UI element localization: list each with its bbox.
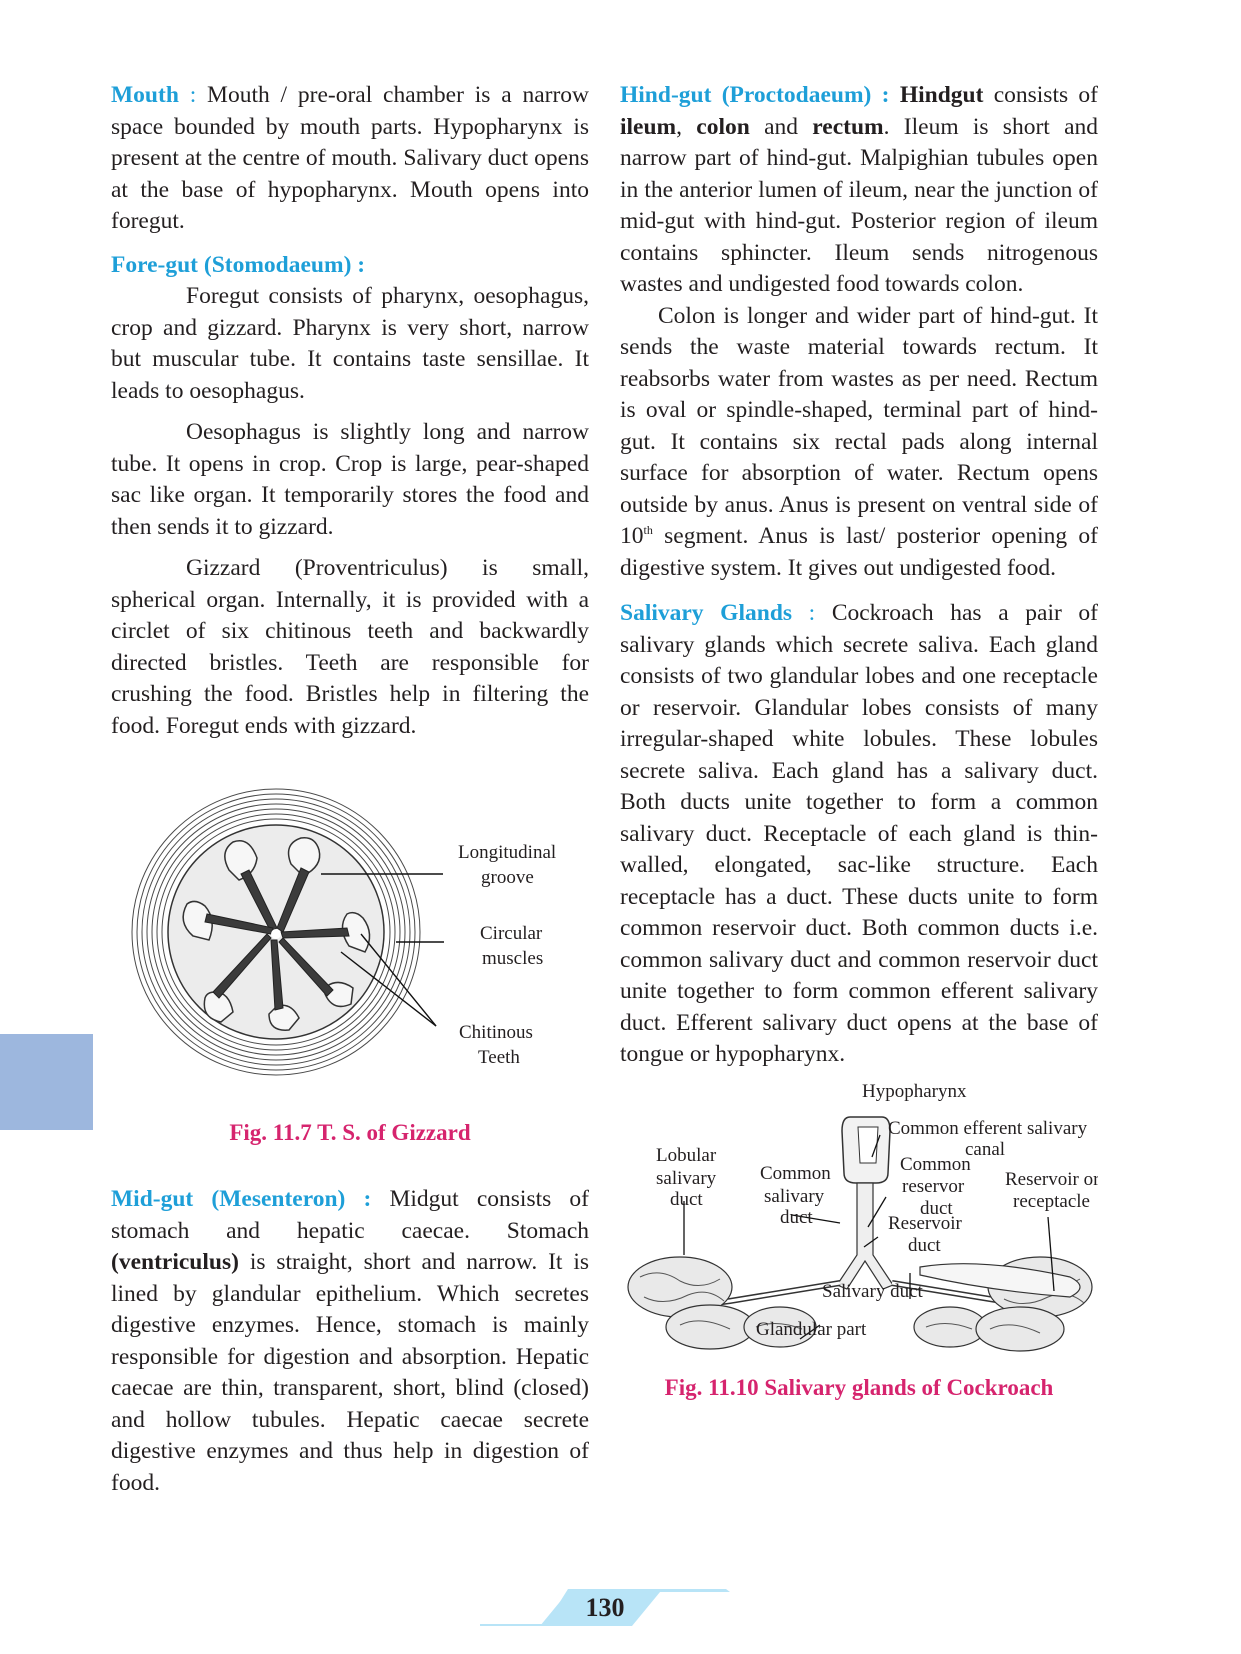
- label-circular-muscles-1: Circular: [480, 923, 543, 944]
- hindgut-bold-4: rectum: [812, 113, 884, 140]
- label-lobular-3: duct: [670, 1188, 703, 1210]
- hindgut-bold-3: colon: [696, 113, 750, 140]
- salivary-text: Cockroach has a pair of salivary glands which secrete saliva. Each gland consists of two glandular lobes and one receptacle or reservoir. Glandular lobes consists of many irregular-shaped white lobules. These lobules secrete saliva. Each gland has a salivary duct. Both ducts unite together to form a common salivary duct. Receptacle of each gland is thin-walled, elongated, sac-like structure. Each receptacle has a duct. These ducts unite to form common reservoir duct. Both common ducts i.e. common salivary duct and common reservoir duct unite together to form common efferent salivary duct. Efferent salivary duct opens at the base of tongue or hypopharynx.: [620, 600, 1098, 1067]
- hindgut-bold-2: ileum: [620, 113, 677, 140]
- mouth-colon: :: [178, 82, 197, 108]
- foregut-paragraph-2: Oesophagus is slightly long and narrow tube. It opens in crop. Crop is large, pear-shaped sac like organ. It temporarily stores the food and then sends it to gizzard.: [111, 419, 589, 540]
- hindgut-text-2: ,: [676, 113, 697, 140]
- label-csd-2: salivary: [764, 1185, 825, 1207]
- gizzard-caption: Fig. 11.7 T. S. of Gizzard: [229, 1120, 471, 1145]
- label-longitudinal-groove-1: Longitudinal: [458, 842, 557, 863]
- right-column: [620, 80, 1098, 1403]
- hindgut-text-4: . Ileum is short and narrow part of hind-gut. Malpighian tubules open in the anterior lumen of ileum, near the junction of mid-gut with hind-gut. Posterior region of ileum contains sphincter. Ileum sends nitrogenous wastes and undigested food towards colon.: [620, 113, 1099, 297]
- gizzard-figure: [111, 782, 589, 1112]
- hindgut-text-3: and: [749, 113, 813, 140]
- midgut-bold: (ventriculus): [111, 1249, 239, 1275]
- page-number: 130: [585, 1593, 625, 1622]
- colon-paragraph: [620, 301, 1098, 585]
- salivary-caption: Fig. 11.10 Salivary glands of Cockroach: [664, 1374, 1054, 1400]
- label-lobular-2: salivary: [656, 1167, 717, 1189]
- label-chitinous-teeth-1: Chitinous: [459, 1022, 533, 1043]
- label-efferent-2: canal: [965, 1138, 1006, 1160]
- midgut-text-1: Midgut consists of stomach and hepatic caecae. Stomach: [111, 1186, 589, 1244]
- colon-superscript: th: [643, 523, 653, 538]
- colon-text-2: segment. Anus is last/ posterior opening of digestive system. It gives out undigested food.: [620, 523, 1098, 581]
- label-reservoir-1: Reservoir or: [1005, 1168, 1098, 1190]
- label-longitudinal-groove-2: groove: [481, 867, 534, 888]
- label-csd-1: Common: [760, 1162, 831, 1184]
- label-chitinous-teeth-2: Teeth: [478, 1047, 520, 1068]
- salivary-paragraph: [620, 598, 1098, 1071]
- label-crd-3: duct: [920, 1197, 953, 1219]
- foregut-paragraph-1: Foregut consists of pharynx, oesophagus, crop and gizzard. Pharynx is very short, narrow but muscular tube. It contains taste sensillae. It leads to oesophagus.: [111, 283, 589, 404]
- salivary-figure: [620, 1077, 1098, 1381]
- label-crd-2: reservor: [902, 1175, 965, 1197]
- label-crd-1: Common: [900, 1153, 971, 1175]
- foregut-heading: Fore-gut (Stomodaeum) :: [111, 251, 366, 278]
- hindgut-bold-1: Hindgut: [899, 82, 984, 108]
- gizzard-diagram: [111, 782, 589, 1112]
- label-resduct-2: duct: [908, 1234, 941, 1256]
- foregut-paragraph-3: Gizzard (Proventriculus) is small, spherical organ. Internally, it is provided with a circlet of six chitinous teeth and backwardly directed bristles. Teeth are responsible for crushing the food. Bristles help in filtering the food. Foregut ends with gizzard.: [111, 555, 589, 739]
- hindgut-heading: Hind-gut (Proctodaeum) :: [620, 82, 890, 108]
- mouth-paragraph: [111, 80, 589, 238]
- label-hypopharynx: Hypopharynx: [862, 1080, 967, 1102]
- midgut-text-2: is straight, short and narrow. It is lined by glandular epithelium. Which secretes digestive enzymes. Hence, stomach is mainly responsible for digestion and absorption. Hepatic caecae are thin, transparent, short, blind (closed) and hollow tubules. Hepatic caecae secrete digestive enzymes and thus help in digestion of food.: [111, 1249, 589, 1496]
- left-column: [111, 80, 589, 1499]
- midgut-heading: Mid-gut (Mesenteron) :: [111, 1186, 372, 1212]
- mouth-text: Mouth / pre-oral chamber is a narrow space bounded by mouth parts. Hypopharynx is present at the centre of mouth. Salivary duct opens at the base of hypopharynx. Mouth opens into foregut.: [111, 82, 590, 234]
- label-glandular-part: Glandular part: [756, 1318, 867, 1340]
- salivary-diagram: [620, 1077, 1098, 1381]
- label-resduct-1: Reservoir: [888, 1212, 962, 1234]
- label-salivary-duct: Salivary duct: [822, 1280, 923, 1302]
- label-lobular-1: Lobular: [656, 1144, 717, 1166]
- salivary-colon: :: [792, 600, 816, 626]
- label-efferent-1: Common efferent salivary: [888, 1117, 1088, 1139]
- mouth-heading: Mouth: [111, 82, 179, 108]
- side-tab: [0, 1034, 93, 1130]
- page-footer: [480, 1588, 730, 1628]
- colon-text-1: Colon is longer and wider part of hind-gut. It sends the waste material towards rectum. It reabsorbs water from wastes as per need. Rectum is oval or spindle-shaped, terminal part of hind-gut. It contains six rectal pads along internal surface for absorption of water. Rectum opens outside by anus. Anus is present on ventral side of 10: [620, 302, 1098, 549]
- label-csd-3: duct: [780, 1206, 813, 1228]
- salivary-heading: Salivary Glands: [620, 600, 793, 626]
- label-circular-muscles-2: muscles: [482, 948, 544, 969]
- hindgut-text-1: consists of: [983, 82, 1098, 108]
- hindgut-paragraph: [620, 80, 1098, 301]
- midgut-paragraph: [111, 1184, 589, 1499]
- label-reservoir-2: receptacle: [1013, 1190, 1090, 1212]
